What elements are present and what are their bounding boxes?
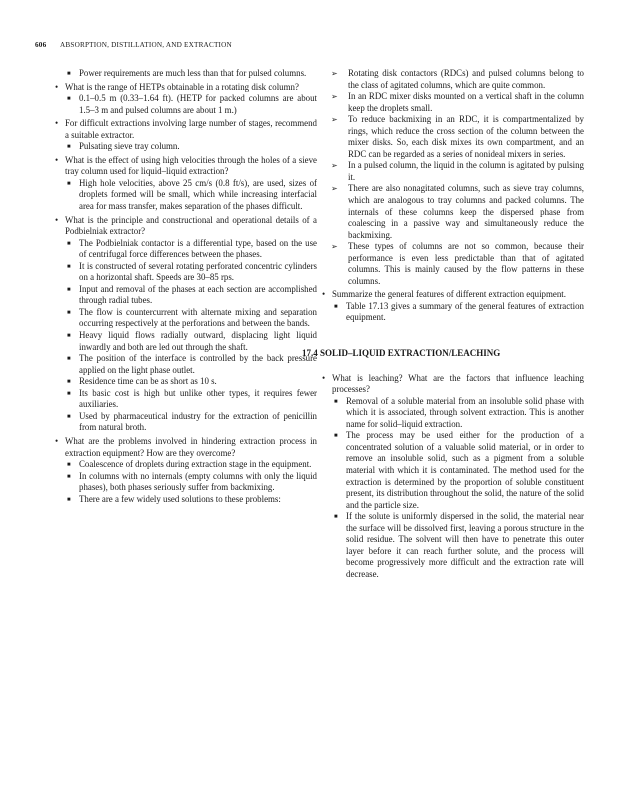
square-bullet-icon: ■ [67,263,71,270]
section-heading: 17.4 SOLID–LIQUID EXTRACTION/LEACHING [302,348,501,359]
sub-list-item [322,91,584,114]
arrow-bullet-icon: ➢ [331,184,338,194]
list-item [55,178,317,213]
square-bullet-icon: ■ [67,356,71,363]
question-text: Summarize the general features of different extraction equipment. [332,289,566,300]
list-item [55,494,317,506]
sub-list-item [322,183,584,241]
list-item-text: The flow is countercurrent with alternate mixing and separation occurring respectively at the perforations and between the bands. [79,306,317,329]
list-item [55,330,317,353]
square-bullet-icon: ■ [67,462,71,469]
question-text: What is the effect of using high velocities through the holes of a sieve tray column used for liquid–liquid extraction? [65,154,317,177]
square-bullet-icon: ■ [67,96,71,103]
list-item [55,284,317,307]
list-item-text: Pulsating sieve tray column. [79,141,180,152]
square-bullet-icon: ■ [334,398,338,405]
question-item [55,82,317,94]
question-item [55,215,317,238]
bullet-icon: • [55,81,59,92]
sub-list-item-text: To reduce backmixing in an RDC, it is compartmentalized by rings, which reduce the cross section of the column between the mixer disks. So, each disk mixes its own compartment, and an RDC can be regarded as a series of nonideal mixers in series. [348,114,584,159]
bullet-icon: • [322,372,326,383]
question-item [322,289,584,301]
list-item [55,238,317,261]
list-item [55,141,317,153]
list-item [55,459,317,471]
running-title: ABSORPTION, DISTILLATION, AND EXTRACTION [60,41,232,49]
square-bullet-icon: ■ [67,413,71,420]
list-item-text: There are a few widely used solutions to these problems: [79,493,281,504]
list-item-text: Table 17.13 gives a summary of the general features of extraction equipment. [346,300,584,323]
list-item-text: Heavy liquid flows radially outward, displacing light liquid inwardly and both are led out through the shaft. [79,330,317,352]
list-item-text: Coalescence of droplets during extraction stage in the equipment. [79,459,312,470]
square-bullet-icon: ■ [67,309,71,316]
sub-list-item-text: There are also nonagitated columns, such as sieve tray columns, which are analogous to tray columns and packed columns. The internals of these columns keep the dispersed phase from coalescing in a passive way and simultaneously reduce the backmixing. [348,183,584,240]
square-bullet-icon: ■ [67,71,71,77]
square-bullet-icon: ■ [67,286,71,293]
sub-list-item [322,241,584,287]
list-item [55,471,317,494]
list-item [55,261,317,284]
bullet-icon: • [322,289,326,300]
list-item [322,301,584,324]
list-item-text: Its basic cost is high but unlike other types, it requires fewer auxiliaries. [79,387,317,410]
list-item-text: If the solute is uniformly dispersed in the solid, the material near the surface will be dissolved first, leaving a porous structure in the solid residue. The solvent will then have to penetrate this outer layer before it can reach further solute, and the process will become progressively more difficult and the extraction rate will decrease. [346,511,584,579]
list-item-text: 0.1–0.5 m (0.33–1.64 ft). (HETP for packed columns are about 1.5–3 m and pulsed columns are about 1 m.) [79,93,317,115]
square-bullet-icon: ■ [67,390,71,397]
question-item [55,118,317,141]
list-item-text: Residence time can be as short as 10 s. [79,376,217,387]
square-bullet-icon: ■ [67,180,71,187]
sub-list-item-text: Rotating disk contactors (RDCs) and pulsed columns belong to the class of agitated columns, which are quite common. [348,68,584,90]
arrow-bullet-icon: ➢ [331,92,338,102]
square-bullet-icon: ■ [334,514,338,521]
list-item [55,353,317,376]
question-text: What is the range of HETPs obtainable in a rotating disk column? [65,81,299,92]
list-item-text: Removal of a soluble material from an insoluble solid phase with which it is associated, through solvent extraction. This is another name for solid–liquid extraction. [346,395,584,429]
list-item [322,511,584,580]
left-column [55,68,317,505]
sub-list-item-text: These types of columns are not so common, because their performance is even less predictable than that of agitated columns. This is mainly caused by the flow patterns in these columns. [348,241,584,286]
list-item-text: Used by pharmaceutical industry for the extraction of penicillin from natural broth. [79,410,317,433]
list-item-text: The Podbielniak contactor is a differential type, based on the use of centrifugal force differences between the phases. [79,237,317,260]
sub-list-item [322,114,584,160]
page-number: 606 [35,41,47,49]
arrow-bullet-icon: ➢ [331,161,338,171]
right-column [302,68,584,580]
square-bullet-icon: ■ [67,379,71,386]
list-item [55,411,317,434]
arrow-bullet-icon: ➢ [331,242,338,252]
list-item [55,93,317,116]
bullet-icon: • [55,154,59,165]
arrow-bullet-icon: ➢ [331,115,338,125]
sub-list-item [322,160,584,183]
question-text: What are the problems involved in hindering extraction process in extraction equipment? How are they overcome? [65,435,317,458]
question-item [55,436,317,459]
list-item-text: In columns with no internals (empty columns with only the liquid phases), both phases seriously suffer from backmixing. [79,470,317,493]
list-item-text: Power requirements are much less than that for pulsed columns. [79,68,307,78]
running-header [35,41,595,53]
list-item-text: It is constructed of several rotating perforated concentric cylinders on a horizontal shaft. Speeds are 30–85 rps. [79,260,317,283]
list-item-text: Input and removal of the phases at each section are accomplished through radial tubes. [79,283,317,306]
list-item [55,307,317,330]
list-item [55,376,317,388]
square-bullet-icon: ■ [67,473,71,480]
question-text: What is the principle and constructional and operational details of a Podbielniak extractor? [65,214,317,237]
sub-list-item-text: In an RDC mixer disks mounted on a vertical shaft in the column keep the droplets small. [348,91,584,113]
list-item [55,388,317,411]
square-bullet-icon: ■ [334,433,338,440]
list-item [322,430,584,511]
list-item-text: The process may be used either for the production of a concentrated solution of a valuable solid material, or in order to remove an insoluble solid, such as a pigment from a soluble material with which it is contaminated. The method used for the extraction is determined by the proportion of soluble constituent present, its distribution throughout the solid, the nature of the solid and the particle size. [346,430,584,510]
list-item [55,68,317,80]
arrow-bullet-icon: ➢ [331,69,338,78]
question-item [322,373,584,396]
square-bullet-icon: ■ [67,496,71,503]
question-text: What is leaching? What are the factors that influence leaching processes? [332,372,584,395]
bullet-icon: • [55,435,59,446]
question-text: For difficult extractions involving large number of stages, recommend a suitable extractor. [65,118,317,140]
square-bullet-icon: ■ [67,240,71,247]
list-item [322,396,584,431]
bullet-icon: • [55,214,59,225]
list-item-text: The position of the interface is controlled by the back pressure applied on the light phase outlet. [79,353,317,375]
list-item-text: High hole velocities, above 25 cm/s (0.8 ft/s), are used, sizes of droplets formed will be small, which while increasing interfacial area for mass transfer, makes separation of the phases difficult. [79,177,317,212]
square-bullet-icon: ■ [334,303,338,310]
bullet-icon: • [55,118,59,129]
square-bullet-icon: ■ [67,144,71,151]
square-bullet-icon: ■ [67,333,71,340]
sub-list-item-text: In a pulsed column, the liquid in the column is agitated by pulsing it. [348,160,584,182]
question-item [55,155,317,178]
sub-list-item [322,68,584,91]
